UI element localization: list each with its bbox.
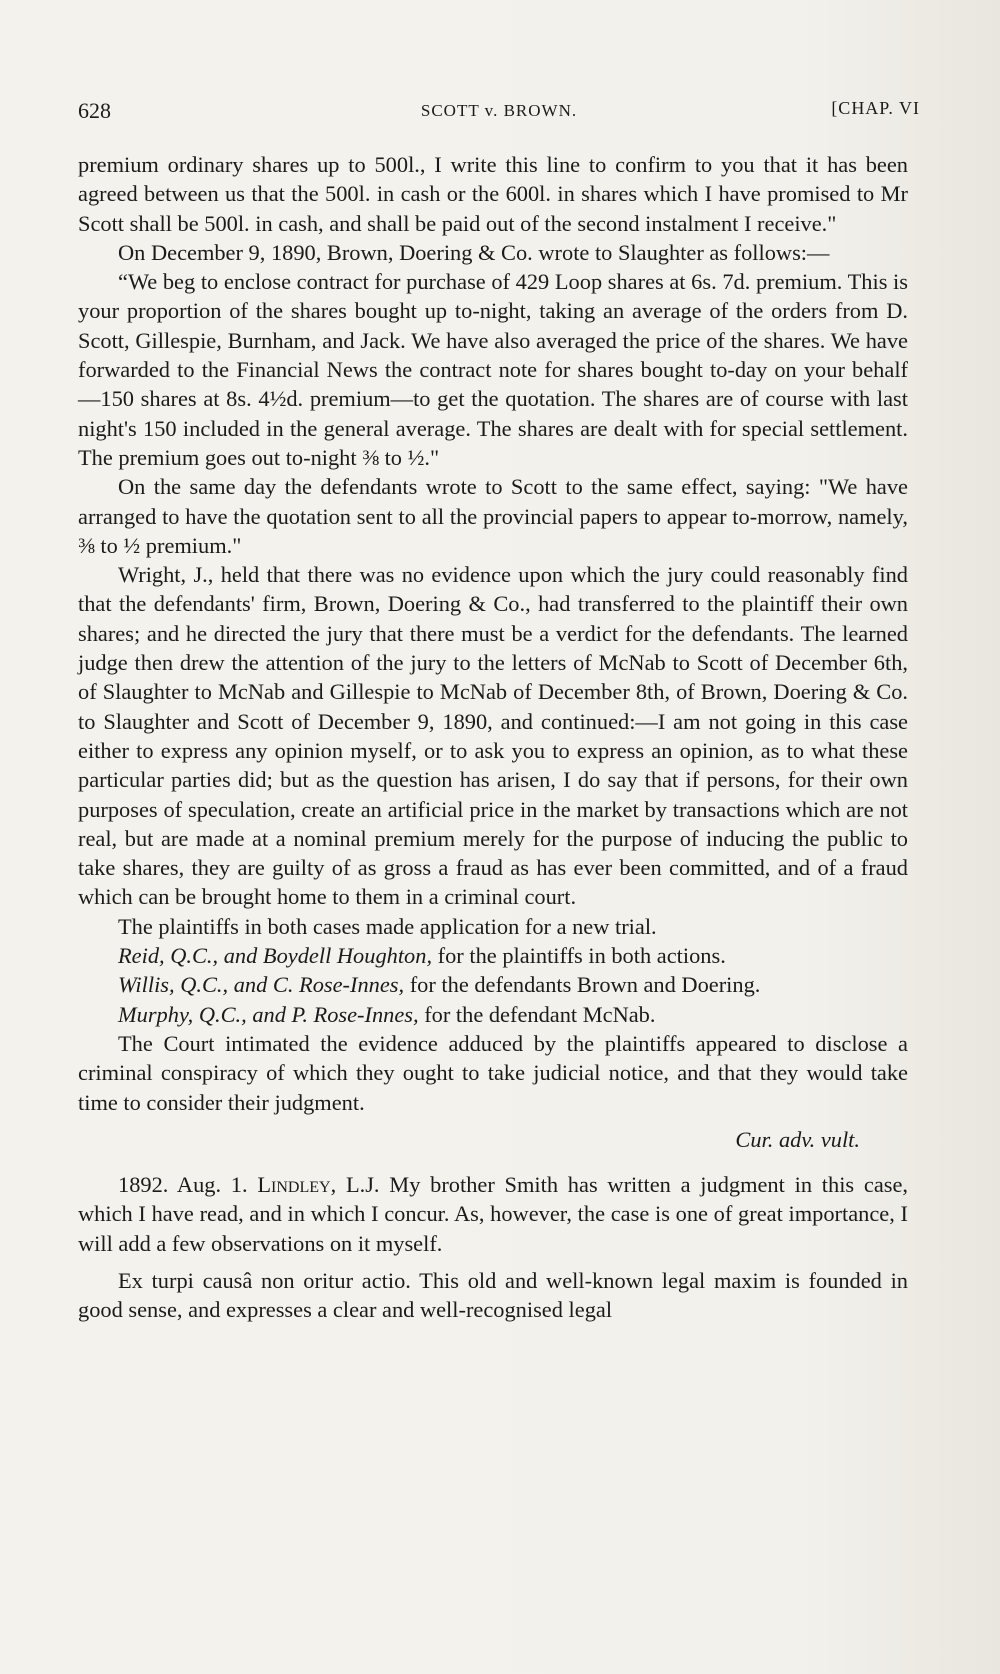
running-title: SCOTT v. BROWN.	[420, 101, 578, 120]
paragraph-wright-j: Wright, J., held that there was no evidence upon which the jury could reasonably find that the defendants' firm, Brown, Doering & Co., had transferred to the plaintiff their own shares; and he directed the jury that there must be a verdict for the defendants. The learned judge then drew the attention of the jury to the letters of McNab to Scott of December 6th, of Slaughter to McNab and Gillespie to McNab of December 8th, of Brown, Doering & Co. to Slaughter and Scott of December 9, 1890, and continued:—I am not going in this case either to express any opinion myself, or to ask you to express an opinion, as to what these particular parties did; but as the question has arisen, I do say that if persons, for their own purposes of speculation, create an artificial price in the market by transactions which are not real, but are made at a nominal premium merely for the purpose of inducing the public to take shares, they are guilty of as gross a fraud as has ever been committed, and of a fraud which can be brought home to them in a criminal court.	[78, 562, 908, 910]
paragraph-continued: premium ordinary shares up to 500l., I write this line to confirm to you that it has been agreed between us that the 500l. in cash or the 600l. in shares which I have promised to Mr Scott shall be 500l. in cash, and shall be paid out of the second instalment I receive."	[78, 152, 908, 236]
judge-name: Lindley, L.J.	[257, 1172, 380, 1198]
judgment-date: 1892. Aug. 1.	[118, 1172, 248, 1198]
page-header	[78, 98, 920, 128]
paragraph-judgment	[78, 1170, 908, 1258]
counsel-names: Willis, Q.C., and C. Rose-Innes,	[118, 972, 405, 998]
paragraph-letter-intro: On December 9, 1890, Brown, Doering & Co. wrote to Slaughter as follows:—	[118, 239, 830, 265]
paragraph-letter-quote: “We beg to enclose contract for purchase of 429 Loop shares at 6s. 7d. premium. This is your proportion of the shares bought up to-night, taking an average of the orders from D. Scott, Gillespie, Burnham, and Jack. We have also averaged the price of the shares. We have forwarded to the Financial News the contract note for shares bought to-day on your behalf—150 shares at 8s. 4½d. premium—to get the quotation. The shares are of course with last night's 150 included in the general average. The shares are dealt with for special settlement. The premium goes out to-night ⅜ to ½."	[78, 269, 908, 470]
counsel-line-defendants	[78, 970, 908, 999]
chapter-label: [CHAP. VI	[831, 98, 920, 118]
paragraph-court: The Court intimated the evidence adduced by the plaintiffs appeared to disclose a criminal conspiracy of which they ought to take judicial notice, and that they would take time to consider their judgment.	[78, 1030, 908, 1115]
page-body	[78, 150, 908, 1325]
counsel-names: Murphy, Q.C., and P. Rose-Innes,	[118, 1001, 419, 1027]
counsel-line-mcnab	[78, 1000, 908, 1029]
paragraph-same-day: On the same day the defendants wrote to Scott to the same effect, saying: "We have arranged to have the quotation sent to all the provincial papers to appear to-morrow, namely, ⅜ to ½ premium."	[78, 474, 908, 558]
cur-adv-vult: Cur. adv. vult.	[735, 1126, 860, 1152]
page-number: 628	[78, 98, 111, 123]
judgment-text: My brother Smith has written a judgment in this case, which I have read, and in which I concur. As, however, the case is one of great importance, I will add a few observations on it myself.	[78, 1172, 909, 1256]
counsel-role: for the defendants Brown and Doering.	[404, 972, 761, 998]
paragraph-new-trial: The plaintiffs in both cases made application for a new trial.	[118, 913, 657, 939]
counsel-role: for the plaintiffs in both actions.	[432, 943, 726, 969]
paragraph-maxim: Ex turpi causâ non oritur actio. This old and well-known legal maxim is founded in good sense, and expresses a clear and well-recognised legal	[78, 1267, 908, 1323]
counsel-role: for the defendant McNab.	[418, 1001, 656, 1027]
counsel-names: Reid, Q.C., and Boydell Houghton,	[118, 943, 433, 969]
counsel-line-plaintiffs	[78, 941, 908, 970]
